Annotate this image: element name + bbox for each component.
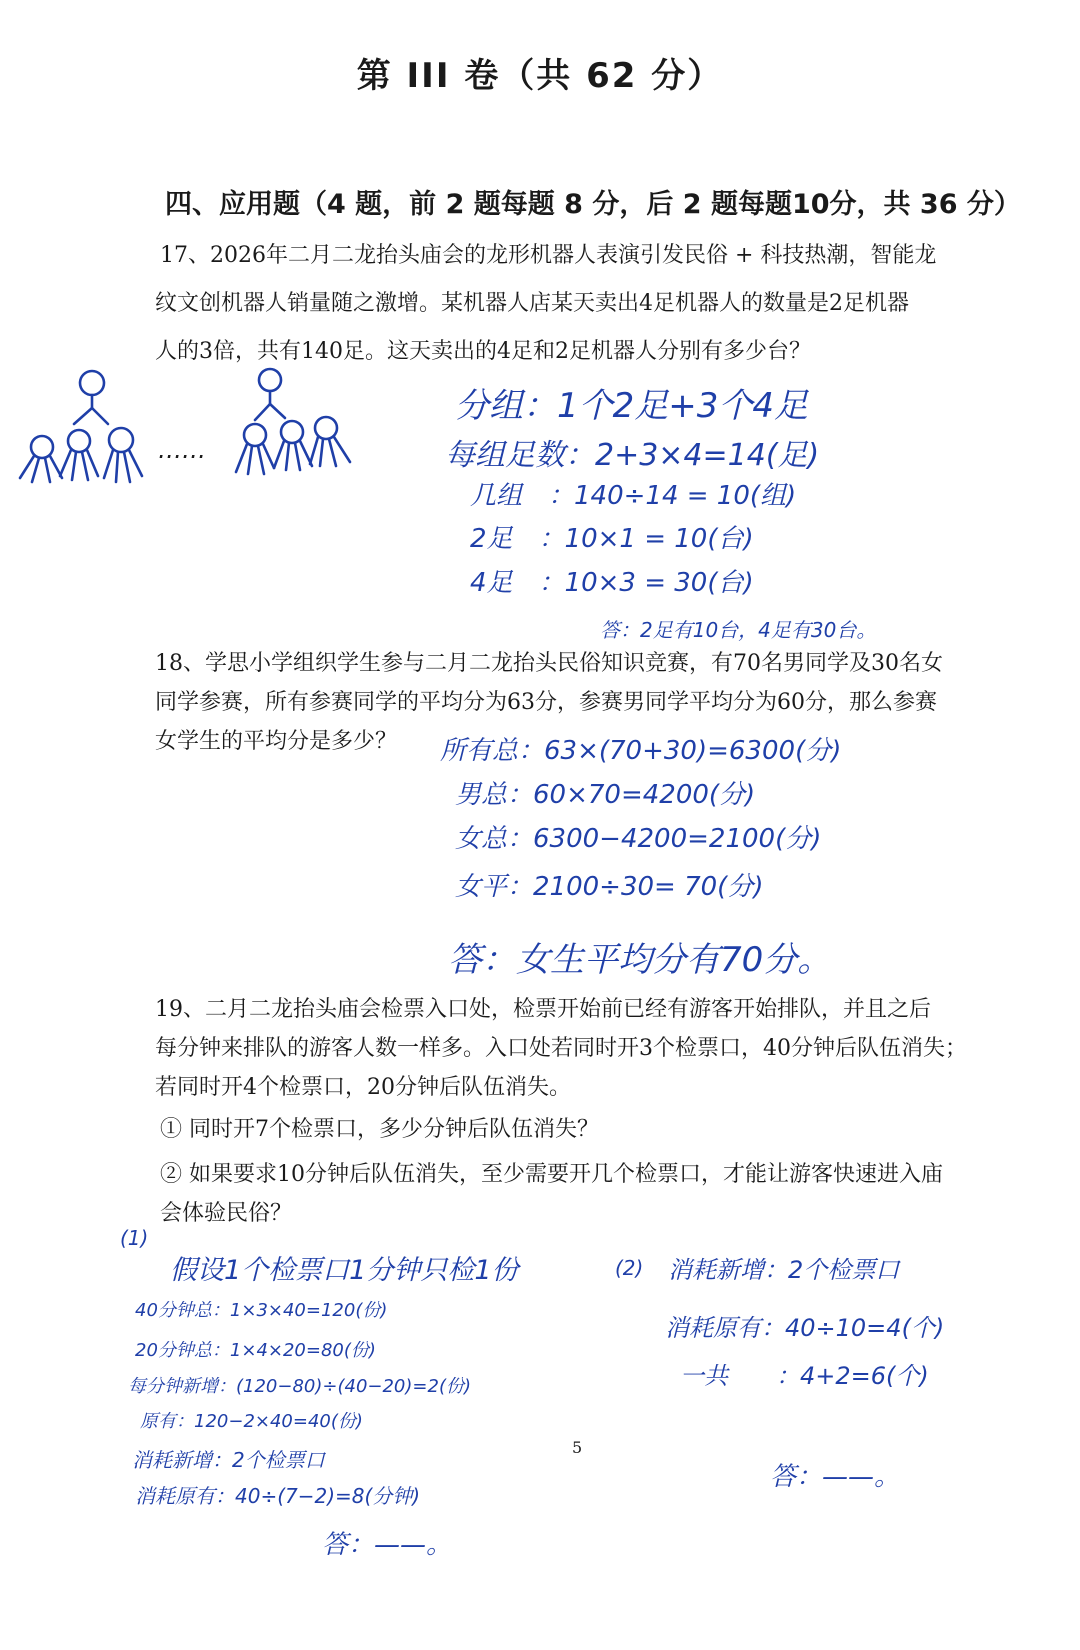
handwritten-line: 女平：2100÷30= 70(分) (455, 872, 764, 902)
handwritten-answer: 答：——。 (770, 1462, 901, 1492)
handwritten-line: 一共 ：4+2=6(个) (680, 1362, 929, 1390)
stick-figure-four-legged-icon (274, 421, 312, 470)
question-line: 纹文创机器人销量随之激增。某机器人店某天卖出4足机器人的数量是2足机器 (155, 291, 909, 316)
handwritten-line: 每组足数：2+3×4=14(足) (445, 438, 820, 473)
stick-figure-four-legged-icon (20, 436, 62, 482)
handwritten-line: 女总：6300−4200=2100(分) (455, 824, 822, 854)
handwritten-answer: 答：2足有10台，4足有30台。 (600, 618, 877, 642)
question-19-sub-2 (160, 1155, 943, 1233)
part-label: (1) (120, 1226, 149, 1250)
question-line: 会体验民俗？ (160, 1201, 293, 1226)
handwritten-line: 2足 ：10×1 = 10(台) (470, 524, 754, 554)
handwritten-line: 男总：60×70=4200(分) (455, 780, 756, 810)
handwritten-line: 4足 ：10×3 = 30(台) (470, 568, 754, 598)
handwritten-line: 消耗新增：2个检票口 (668, 1256, 900, 1284)
handwritten-answer: 答：女生平均分有70分。 (448, 940, 832, 980)
handwritten-line: 消耗原有：40÷10=4(个) (665, 1314, 945, 1342)
handwritten-line: 所有总：63×(70+30)=6300(分) (440, 736, 842, 766)
section-heading: 四、应用题（4 题，前 2 题每题 8 分，后 2 题每题10分，共 36 分） (165, 189, 1021, 220)
question-line: 女学生的平均分是多少？ (155, 729, 398, 754)
stick-figure-two-legged-icon (74, 371, 108, 424)
question-line: 18、学思小学组织学生参与二月二龙抬头民俗知识竞赛，有70名男同学及30名女 (155, 651, 943, 676)
stick-figure-four-legged-icon (104, 428, 142, 482)
handwritten-line: 原有：120−2×40=40(份) (140, 1411, 363, 1432)
paper-title: 第 III 卷（共 62 分） (356, 56, 724, 96)
stick-figure-four-legged-icon (60, 430, 98, 480)
question-line: ② 如果要求10分钟后队伍消失，至少需要开几个检票口，才能让游客快速进入庙 (160, 1162, 943, 1187)
handwritten-line: 分组：1个2足+3个4足 (455, 386, 809, 426)
handwritten-line: 几组 ：140÷14 = 10(组) (470, 481, 797, 511)
question-line: 19、二月二龙抬头庙会检票入口处，检票开始前已经有游客开始排队，并且之后 (155, 997, 931, 1022)
handwritten-line: 消耗原有：40÷(7−2)=8(分钟) (135, 1484, 421, 1508)
handwritten-line: 每分钟新增：(120−80)÷(40−20)=2(份) (128, 1376, 471, 1397)
question-line: 同学参赛，所有参赛同学的平均分为63分，参赛男同学平均分为60分，那么参赛 (155, 690, 937, 715)
stick-figure-four-legged-icon (236, 424, 274, 474)
stick-figure-two-legged-icon (255, 369, 285, 420)
question-line: 每分钟来排队的游客人数一样多。入口处若同时开3个检票口，40分钟后队伍消失； (155, 1036, 967, 1061)
handwritten-line: 消耗新增：2个检票口 (132, 1448, 325, 1472)
ellipsis-dots: …… (158, 436, 206, 464)
question-19 (155, 990, 967, 1107)
handwritten-line: 40分钟总：1×3×40=120(份) (135, 1300, 388, 1321)
question-line: 若同时开4个检票口，20分钟后队伍消失。 (155, 1075, 571, 1100)
handwritten-line: 假设1个检票口1分钟只检1份 (170, 1255, 519, 1286)
part-label: (2) (615, 1256, 644, 1280)
question-19-sub-1: ① 同时开7个检票口，多少分钟后队伍消失？ (160, 1117, 599, 1142)
question-line: 17、2026年二月二龙抬头庙会的龙形机器人表演引发民俗 + 科技热潮，智能龙 (160, 243, 937, 268)
question-line: 人的3倍，共有140足。这天卖出的4足和2足机器人分别有多少台？ (155, 339, 811, 364)
handwritten-answer: 答：——。 (322, 1530, 453, 1560)
page-number: 5 (572, 1438, 583, 1457)
stick-figure-four-legged-icon (310, 417, 350, 466)
handwritten-line: 20分钟总：1×4×20=80(份) (135, 1340, 376, 1361)
